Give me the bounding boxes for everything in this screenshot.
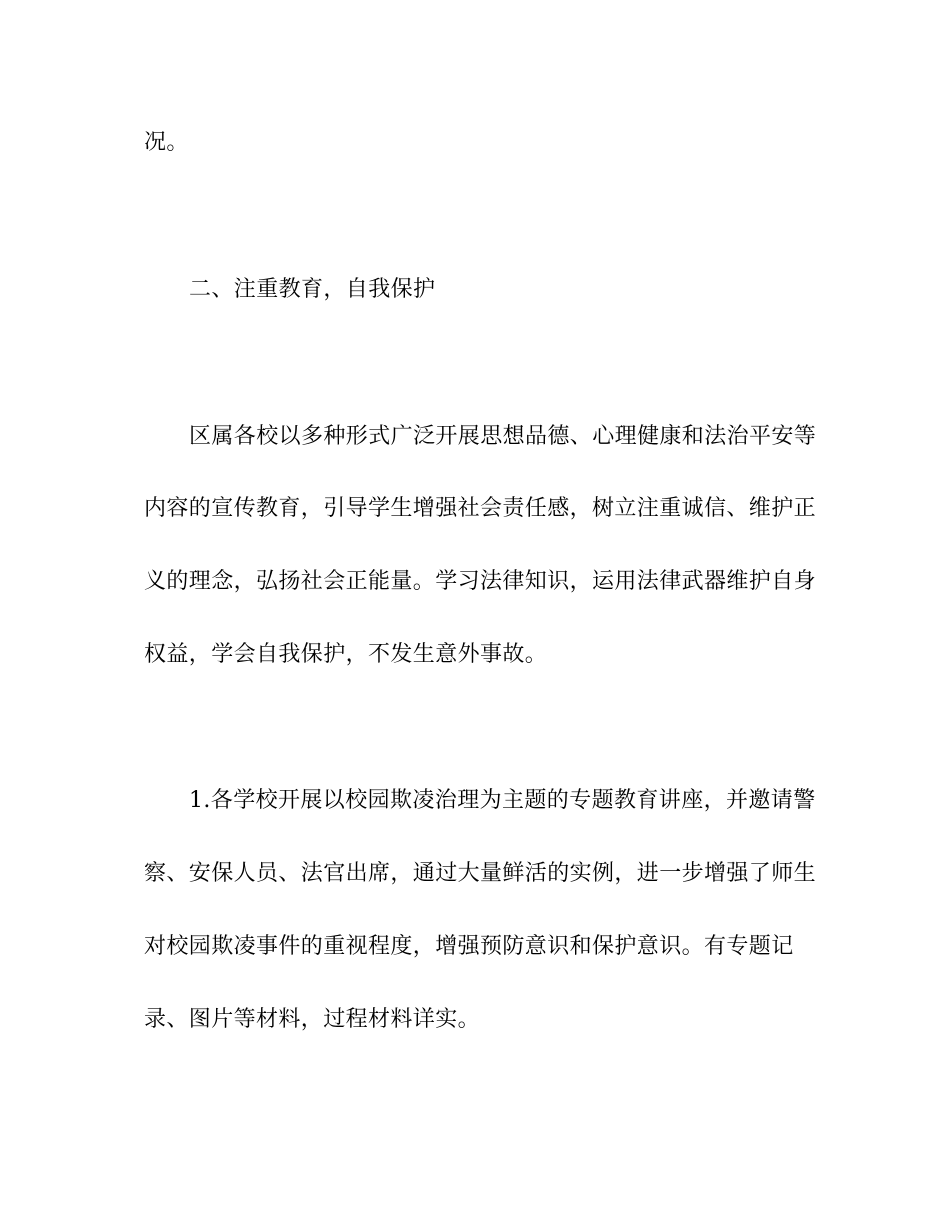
paragraph-line: 内容的宣传教育，引导学生增强社会责任感，树立注重诚信、维护正 <box>144 496 817 521</box>
paragraph-line: 权益，学会自我保护，不发生意外事故。 <box>144 642 548 667</box>
list-item-line: 对校园欺凌事件的重视程度，增强预防意识和保护意识。有专题记 <box>144 934 794 959</box>
list-item-line: 1.各学校开展以校园欺凌治理为主题的专题教育讲座，并邀请警 <box>189 788 816 813</box>
paragraph-line: 区属各校以多种形式广泛开展思想品德、心理健康和法治平安等 <box>189 424 817 449</box>
paragraph-line: 义的理念，弘扬社会正能量。学习法律知识，运用法律武器维护自身 <box>144 569 817 594</box>
section-heading: 二、注重教育，自我保护 <box>189 277 436 302</box>
list-item-line: 察、安保人员、法官出席，通过大量鲜活的实例，进一步增强了师生 <box>144 861 817 886</box>
text-line-continuation: 况。 <box>144 130 189 155</box>
list-item-line: 录、图片等材料，过程材料详实。 <box>144 1007 481 1032</box>
